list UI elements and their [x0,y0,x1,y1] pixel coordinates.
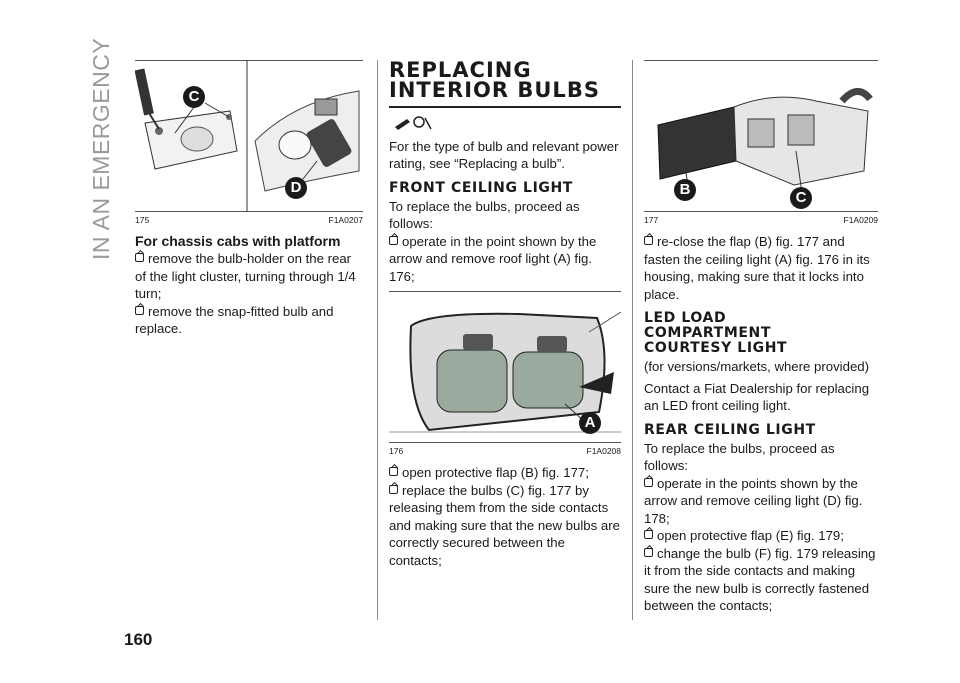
front-ceiling-heading: FRONT CEILING LIGHT [389,179,573,196]
column-2 [389,60,621,569]
rear-intro: To replace the bulbs, proceed as follows: [644,440,835,473]
figure-code: F1A0208 [586,446,621,456]
bullet-icon [135,306,144,315]
list-item: open protective flap (E) fig. 179; [644,527,878,545]
page-number: 160 [124,630,153,649]
callout-c-label: C [790,187,812,209]
figure-number: 177 [644,215,659,225]
bullet-icon [389,485,398,494]
figure-177-caption [644,215,878,225]
heading-rule [389,106,621,108]
list-item: change the bulb (F) fig. 179 releasing it from the side contacts and making sure the new bulb is correctly fastened between the contacts; [644,545,876,613]
column-3 [644,60,878,615]
figure-code: F1A0207 [328,215,363,225]
callout-a-label: A [579,412,601,434]
callout-b-label: B [674,179,696,201]
callout-c-label: C [183,86,205,108]
bullet-icon [644,478,653,487]
list-item: replace the bulbs (C) fig. 177 by releasing them from the side contacts and making sure that the new bulbs are correctly secured between the contacts; [389,482,620,568]
chassis-cab-subheading: For chassis cabs with platform [135,233,341,249]
bullet-icon [644,530,653,539]
bullet-icon [389,467,398,476]
figure-177 [644,60,878,212]
bullet-icon [644,236,653,245]
led-heading: LED LOAD COMPARTMENT COURTESY LIGHT [644,310,788,356]
list-item: re-close the flap (B) fig. 177 and fasten the ceiling light (A) fig. 176 in its housing, making sure that it locks into place. [644,234,870,302]
front-intro: To replace the bulbs, proceed as follows: [389,198,580,231]
section-heading: REPLACING INTERIOR BULBS [389,58,600,102]
section-title: IN AN EMERGENCY [88,37,114,260]
column-divider [632,60,633,620]
bullet-icon [135,253,144,262]
list-item: remove the bulb-holder on the rear of the light cluster, turning through 1/4 turn; [135,251,356,301]
column-divider [377,60,378,620]
callout-d-label: D [285,177,307,199]
intro-text: For the type of bulb and relevant power rating, see “Replacing a bulb”. [389,138,619,171]
section-side-tab [86,37,114,260]
figure-number: 176 [389,446,404,456]
figure-175-illustration [135,61,363,211]
figure-code: F1A0209 [843,215,878,225]
screwdriver-bulb-icon [393,115,433,136]
bullet-icon [644,548,653,557]
rear-ceiling-heading: REAR CEILING LIGHT [644,421,816,438]
list-item: open protective flap (B) fig. 177; [389,464,621,482]
figure-number: 175 [135,215,150,225]
list-item: operate in the point shown by the arrow and remove roof light (A) fig. 176; [389,233,597,284]
figure-175-caption [135,215,363,225]
list-item: operate in the points shown by the arrow and remove ceiling light (D) fig. 178; [644,475,863,526]
column-1 [135,60,363,338]
led-note: (for versions/markets, where provided) [644,359,869,374]
figure-175 [135,60,363,212]
figure-176 [389,291,621,443]
list-item: remove the snap-fitted bulb and replace. [135,303,334,336]
led-text: Contact a Fiat Dealership for replacing an LED front ceiling light. [644,380,870,413]
bullet-icon [389,236,398,245]
figure-176-caption [389,446,621,456]
